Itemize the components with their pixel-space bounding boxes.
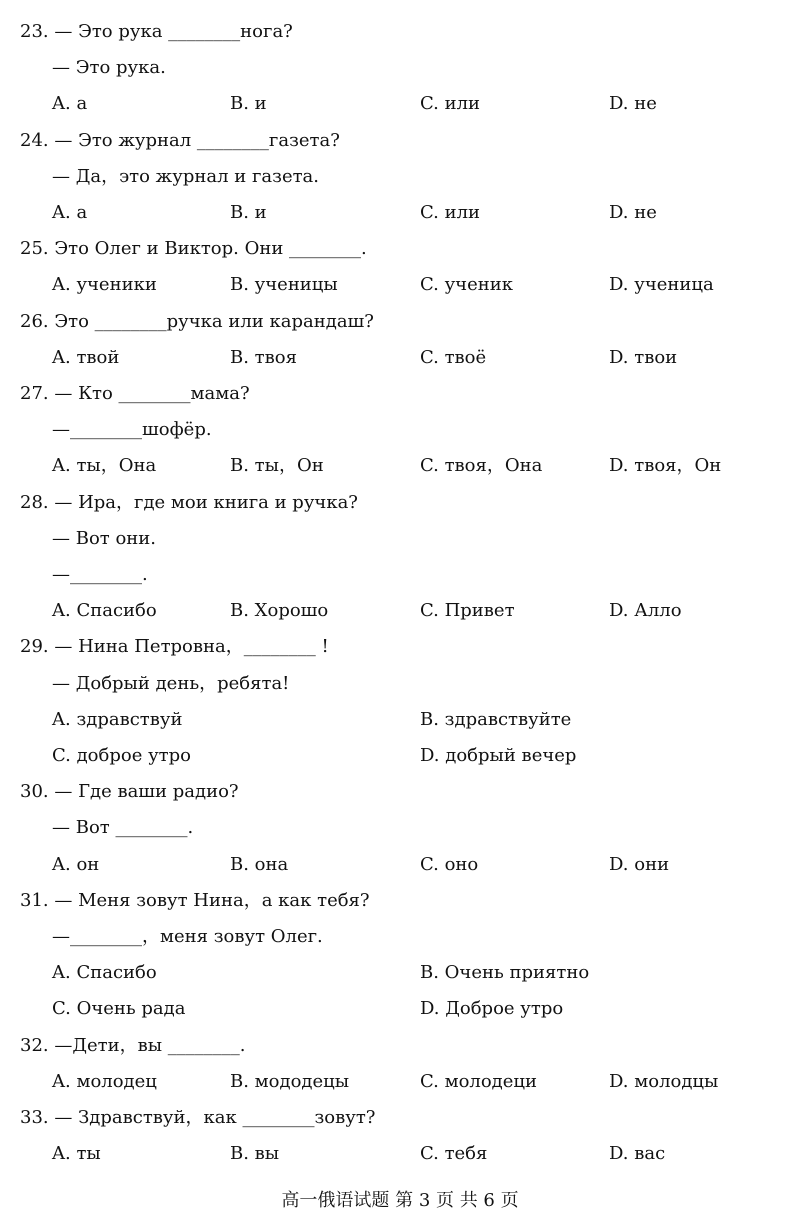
answer-option: B. ты，Он xyxy=(230,455,324,477)
dialogue-line: — Да，это журнал и газета. xyxy=(52,165,320,187)
answer-option: A. молодец xyxy=(52,1070,157,1092)
dialogue-line: —________шофёр. xyxy=(52,419,212,441)
answer-option: B. ученицы xyxy=(230,274,338,296)
answer-option: D. не xyxy=(609,202,657,223)
answer-option: C. тебя xyxy=(420,1143,488,1165)
dialogue-line: — Вот они. xyxy=(52,527,157,549)
answer-option: D. Алло xyxy=(609,600,682,622)
answer-option: D. добрый вечер xyxy=(420,745,577,766)
question-stem: 33. — Здравствуй，как ________зовут? xyxy=(20,1107,376,1128)
answer-option: A. а xyxy=(52,202,88,223)
answer-option: A. а xyxy=(52,93,88,115)
answer-option: B. и xyxy=(230,202,267,223)
answer-option: C. ученик xyxy=(420,274,513,296)
answer-option: B. она xyxy=(230,853,289,875)
dialogue-line: —________. xyxy=(52,564,148,585)
answer-option: C. Очень рада xyxy=(52,998,186,1020)
answer-option: D. они xyxy=(609,853,670,875)
answer-option: A. Спасибо xyxy=(52,600,157,622)
dialogue-line: — Это рука. xyxy=(52,57,166,79)
answer-option: C. твоя，Она xyxy=(420,455,543,477)
question-stem: 24. — Это журнал ________газета? xyxy=(20,129,340,151)
answer-option: B. Очень приятно xyxy=(420,962,590,984)
answer-option: C. доброе утро xyxy=(52,745,191,766)
answer-option: A. здравствуй xyxy=(52,708,183,730)
answer-option: A. он xyxy=(52,853,100,875)
question-stem: 30. — Где ваши радио? xyxy=(20,781,239,803)
answer-option: B. мододецы xyxy=(230,1070,350,1092)
answer-option: D. ученица xyxy=(609,274,714,296)
question-stem: 28. — Ира，где мои книга и ручка? xyxy=(20,491,358,513)
answer-option: D. твои xyxy=(609,346,678,368)
answer-option: A. твой xyxy=(52,346,120,368)
page-footer: 高一俄语试题 第 3 页 共 6 页 xyxy=(281,1190,519,1211)
answer-option: B. Хорошо xyxy=(230,600,329,622)
answer-option: B. здравствуйте xyxy=(420,708,572,730)
answer-option: A. ты，Она xyxy=(52,455,157,477)
answer-option: C. твоё xyxy=(420,346,487,368)
question-stem: 25. Это Олег и Виктор. Они ________. xyxy=(20,238,367,260)
question-stem: 29. — Нина Петровна，________ ! xyxy=(20,636,329,658)
answer-option: D. вас xyxy=(609,1143,666,1165)
answer-option: D. Доброе утро xyxy=(420,998,564,1020)
answer-option: A. ученики xyxy=(52,274,157,296)
dialogue-line: — Добрый день，ребята! xyxy=(52,672,290,694)
question-stem: 32. —Дети，вы ________. xyxy=(20,1034,246,1056)
answer-option: C. оно xyxy=(420,853,479,875)
answer-option: C. или xyxy=(420,202,481,223)
answer-option: D. молодцы xyxy=(609,1070,719,1092)
question-stem: 26. Это ________ручка или карандаш? xyxy=(20,310,374,332)
question-stem: 27. — Кто ________мама? xyxy=(20,383,250,404)
answer-option: B. вы xyxy=(230,1143,280,1165)
question-stem: 31. — Меня зовут Нина，а как тебя? xyxy=(20,889,370,911)
answer-option: B. и xyxy=(230,93,267,115)
answer-option: D. не xyxy=(609,93,657,115)
answer-option: A. ты xyxy=(52,1143,101,1165)
dialogue-line: — Вот ________. xyxy=(52,817,194,839)
answer-option: D. твоя，Он xyxy=(609,455,722,477)
answer-option: A. Спасибо xyxy=(52,962,157,984)
question-stem: 23. — Это рука ________нога? xyxy=(20,21,293,42)
answer-option: C. молодеци xyxy=(420,1070,537,1092)
answer-option: C. или xyxy=(420,93,481,115)
answer-option: C. Привет xyxy=(420,600,515,622)
answer-option: B. твоя xyxy=(230,346,297,368)
dialogue-line: —________，меня зовут Олег. xyxy=(52,926,323,947)
